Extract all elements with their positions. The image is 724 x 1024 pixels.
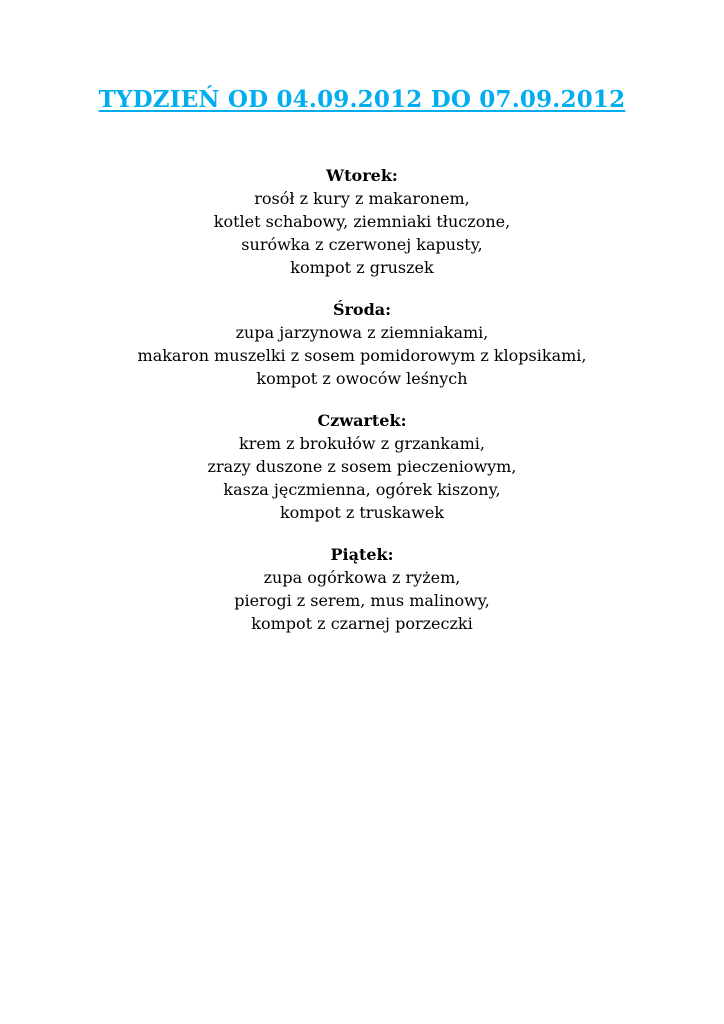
- dish-line: kompot z truskawek: [279, 503, 445, 522]
- dish-line: kotlet schabowy, ziemniaki tłuczone,: [213, 212, 511, 231]
- dish-line: kompot z owoców leśnych: [256, 369, 468, 388]
- day-section-wednesday: [0, 299, 724, 390]
- dish-line: zupa ogórkowa z ryżem,: [263, 568, 461, 587]
- day-heading: Piątek:: [330, 545, 394, 564]
- dish-line: zrazy duszone z sosem pieczeniowym,: [207, 457, 517, 476]
- day-heading: Wtorek:: [326, 166, 398, 185]
- dish-line: kompot z gruszek: [290, 258, 434, 277]
- dish-line: zupa jarzynowa z ziemniakami,: [235, 323, 489, 342]
- dish-line: makaron muszelki z sosem pomidorowym z klopsikami,: [137, 346, 587, 365]
- dish-line: kasza jęczmienna, ogórek kiszony,: [223, 480, 501, 499]
- page-title: TYDZIEŃ OD 04.09.2012 DO 07.09.2012: [98, 86, 626, 113]
- day-section-thursday: [0, 410, 724, 524]
- day-heading: Środa:: [332, 300, 392, 319]
- dish-line: rosół z kury z makaronem,: [254, 189, 470, 208]
- dish-line: krem z brokułów z grzankami,: [239, 434, 485, 453]
- day-heading: Czwartek:: [317, 411, 407, 430]
- day-section-friday: [0, 544, 724, 635]
- dish-line: surówka z czerwonej kapusty,: [241, 235, 483, 254]
- dish-line: kompot z czarnej porzeczki: [251, 614, 473, 633]
- dish-line: pierogi z serem, mus malinowy,: [234, 591, 490, 610]
- weekly-menu: [0, 165, 724, 655]
- day-section-tuesday: [0, 165, 724, 279]
